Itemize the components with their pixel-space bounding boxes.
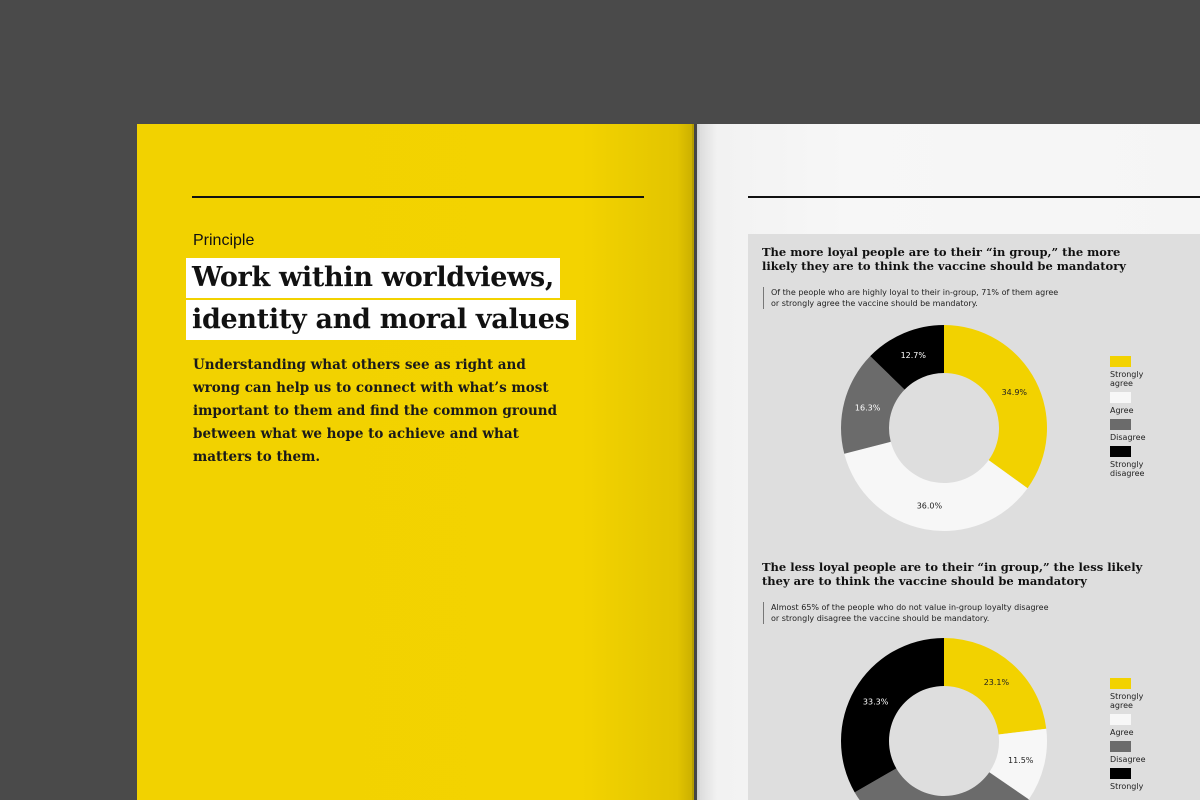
chart-1-legend-item-strongly-agree bbox=[1110, 356, 1190, 388]
chart-2-note bbox=[763, 602, 1111, 624]
chart-1-title-line-1: The more loyal people are to their “in group,” the more bbox=[762, 245, 1121, 259]
chart-2-note-line-2: or strongly disagree the vaccine should be mandatory. bbox=[771, 614, 990, 623]
chart-1-note-line-1: Of the people who are highly loyal to their in-group, 71% of them agree bbox=[771, 288, 1059, 297]
chart-1-legend-label-agree: Agree bbox=[1110, 406, 1134, 415]
chart-1-legend bbox=[1110, 356, 1190, 482]
chart-1-legend-item-disagree bbox=[1110, 419, 1190, 442]
chart-2-donut bbox=[841, 638, 1048, 800]
chart-1-legend-item-agree bbox=[1110, 392, 1190, 415]
chart-1-legend-item-strongly-disagree bbox=[1110, 446, 1190, 478]
chart-1-note-line-2: or strongly agree the vaccine should be mandatory. bbox=[771, 299, 978, 308]
chart-1-legend-swatch-disagree bbox=[1110, 419, 1131, 430]
right-page-rule bbox=[748, 196, 1200, 198]
chart-2-legend bbox=[1110, 678, 1190, 795]
chart-2-legend-swatch-strongly-agree bbox=[1110, 678, 1131, 689]
book-spine bbox=[692, 124, 700, 800]
headline-line-2: identity and moral values bbox=[186, 300, 576, 340]
chart-2-title bbox=[762, 560, 1182, 588]
chart-1-legend-swatch-strongly-agree bbox=[1110, 356, 1131, 367]
chart-2-legend-item-strongly-agree bbox=[1110, 678, 1190, 710]
chart-1-data-label-agree: 36.0% bbox=[916, 501, 943, 511]
chart-1-data-label-strongly-disagree: 12.7% bbox=[900, 351, 926, 361]
chart-2-legend-swatch-agree bbox=[1110, 714, 1131, 725]
chart-2-legend-label-strongly-disagree: Strongly bbox=[1110, 782, 1144, 791]
chart-2-title-line-2: they are to think the vaccine should be mandatory bbox=[762, 574, 1087, 588]
chart-1-donut bbox=[841, 325, 1048, 532]
headline-line-1: Work within worldviews, bbox=[186, 258, 560, 298]
chart-2-legend-swatch-disagree bbox=[1110, 741, 1131, 752]
eyebrow-label: Principle bbox=[193, 232, 255, 249]
chart-2-data-label-strongly-agree: 23.1% bbox=[983, 677, 1010, 687]
chart-1-legend-label-strongly-disagree: Strongly disagree bbox=[1110, 460, 1145, 478]
chart-2-slice-strongly-disagree bbox=[841, 638, 944, 792]
chart-2-data-label-strongly-disagree: 33.3% bbox=[862, 697, 889, 707]
left-page-rule bbox=[192, 196, 644, 198]
chart-2-note-line-1: Almost 65% of the people who do not value in-group loyalty disagree bbox=[771, 603, 1049, 612]
chart-1-title bbox=[762, 245, 1182, 273]
chart-1-legend-label-disagree: Disagree bbox=[1110, 433, 1146, 442]
chart-1-legend-swatch-strongly-disagree bbox=[1110, 446, 1131, 457]
chart-2-legend-item-disagree bbox=[1110, 741, 1190, 764]
chart-1-slice-strongly-agree bbox=[944, 325, 1047, 488]
chart-1-legend-swatch-agree bbox=[1110, 392, 1131, 403]
chart-2-legend-swatch-strongly-disagree bbox=[1110, 768, 1131, 779]
chart-1-legend-label-strongly-agree: Strongly agree bbox=[1110, 370, 1144, 388]
chart-2-legend-item-strongly-disagree bbox=[1110, 768, 1190, 791]
chart-1-data-label-disagree: 16.3% bbox=[854, 403, 881, 413]
chart-2-legend-item-agree bbox=[1110, 714, 1190, 737]
chart-2-title-line-1: The less loyal people are to their “in group,” the less likely bbox=[762, 560, 1143, 574]
chart-2-legend-label-disagree: Disagree bbox=[1110, 755, 1146, 764]
chart-1-data-label-strongly-agree: 34.9% bbox=[1001, 387, 1028, 397]
chart-1-note bbox=[763, 287, 1111, 309]
chart-2-legend-label-agree: Agree bbox=[1110, 728, 1134, 737]
body-paragraph: Understanding what others see as right and wrong can help us to connect with what’s most important to them and find the common ground between what we hope to achieve and what matters to them. bbox=[193, 357, 558, 465]
page-headline bbox=[186, 258, 576, 342]
chart-2-data-label-agree: 11.5% bbox=[1007, 755, 1034, 765]
chart-1-title-line-2: likely they are to think the vaccine should be mandatory bbox=[762, 259, 1126, 273]
chart-2-legend-label-strongly-agree: Strongly agree bbox=[1110, 692, 1144, 710]
